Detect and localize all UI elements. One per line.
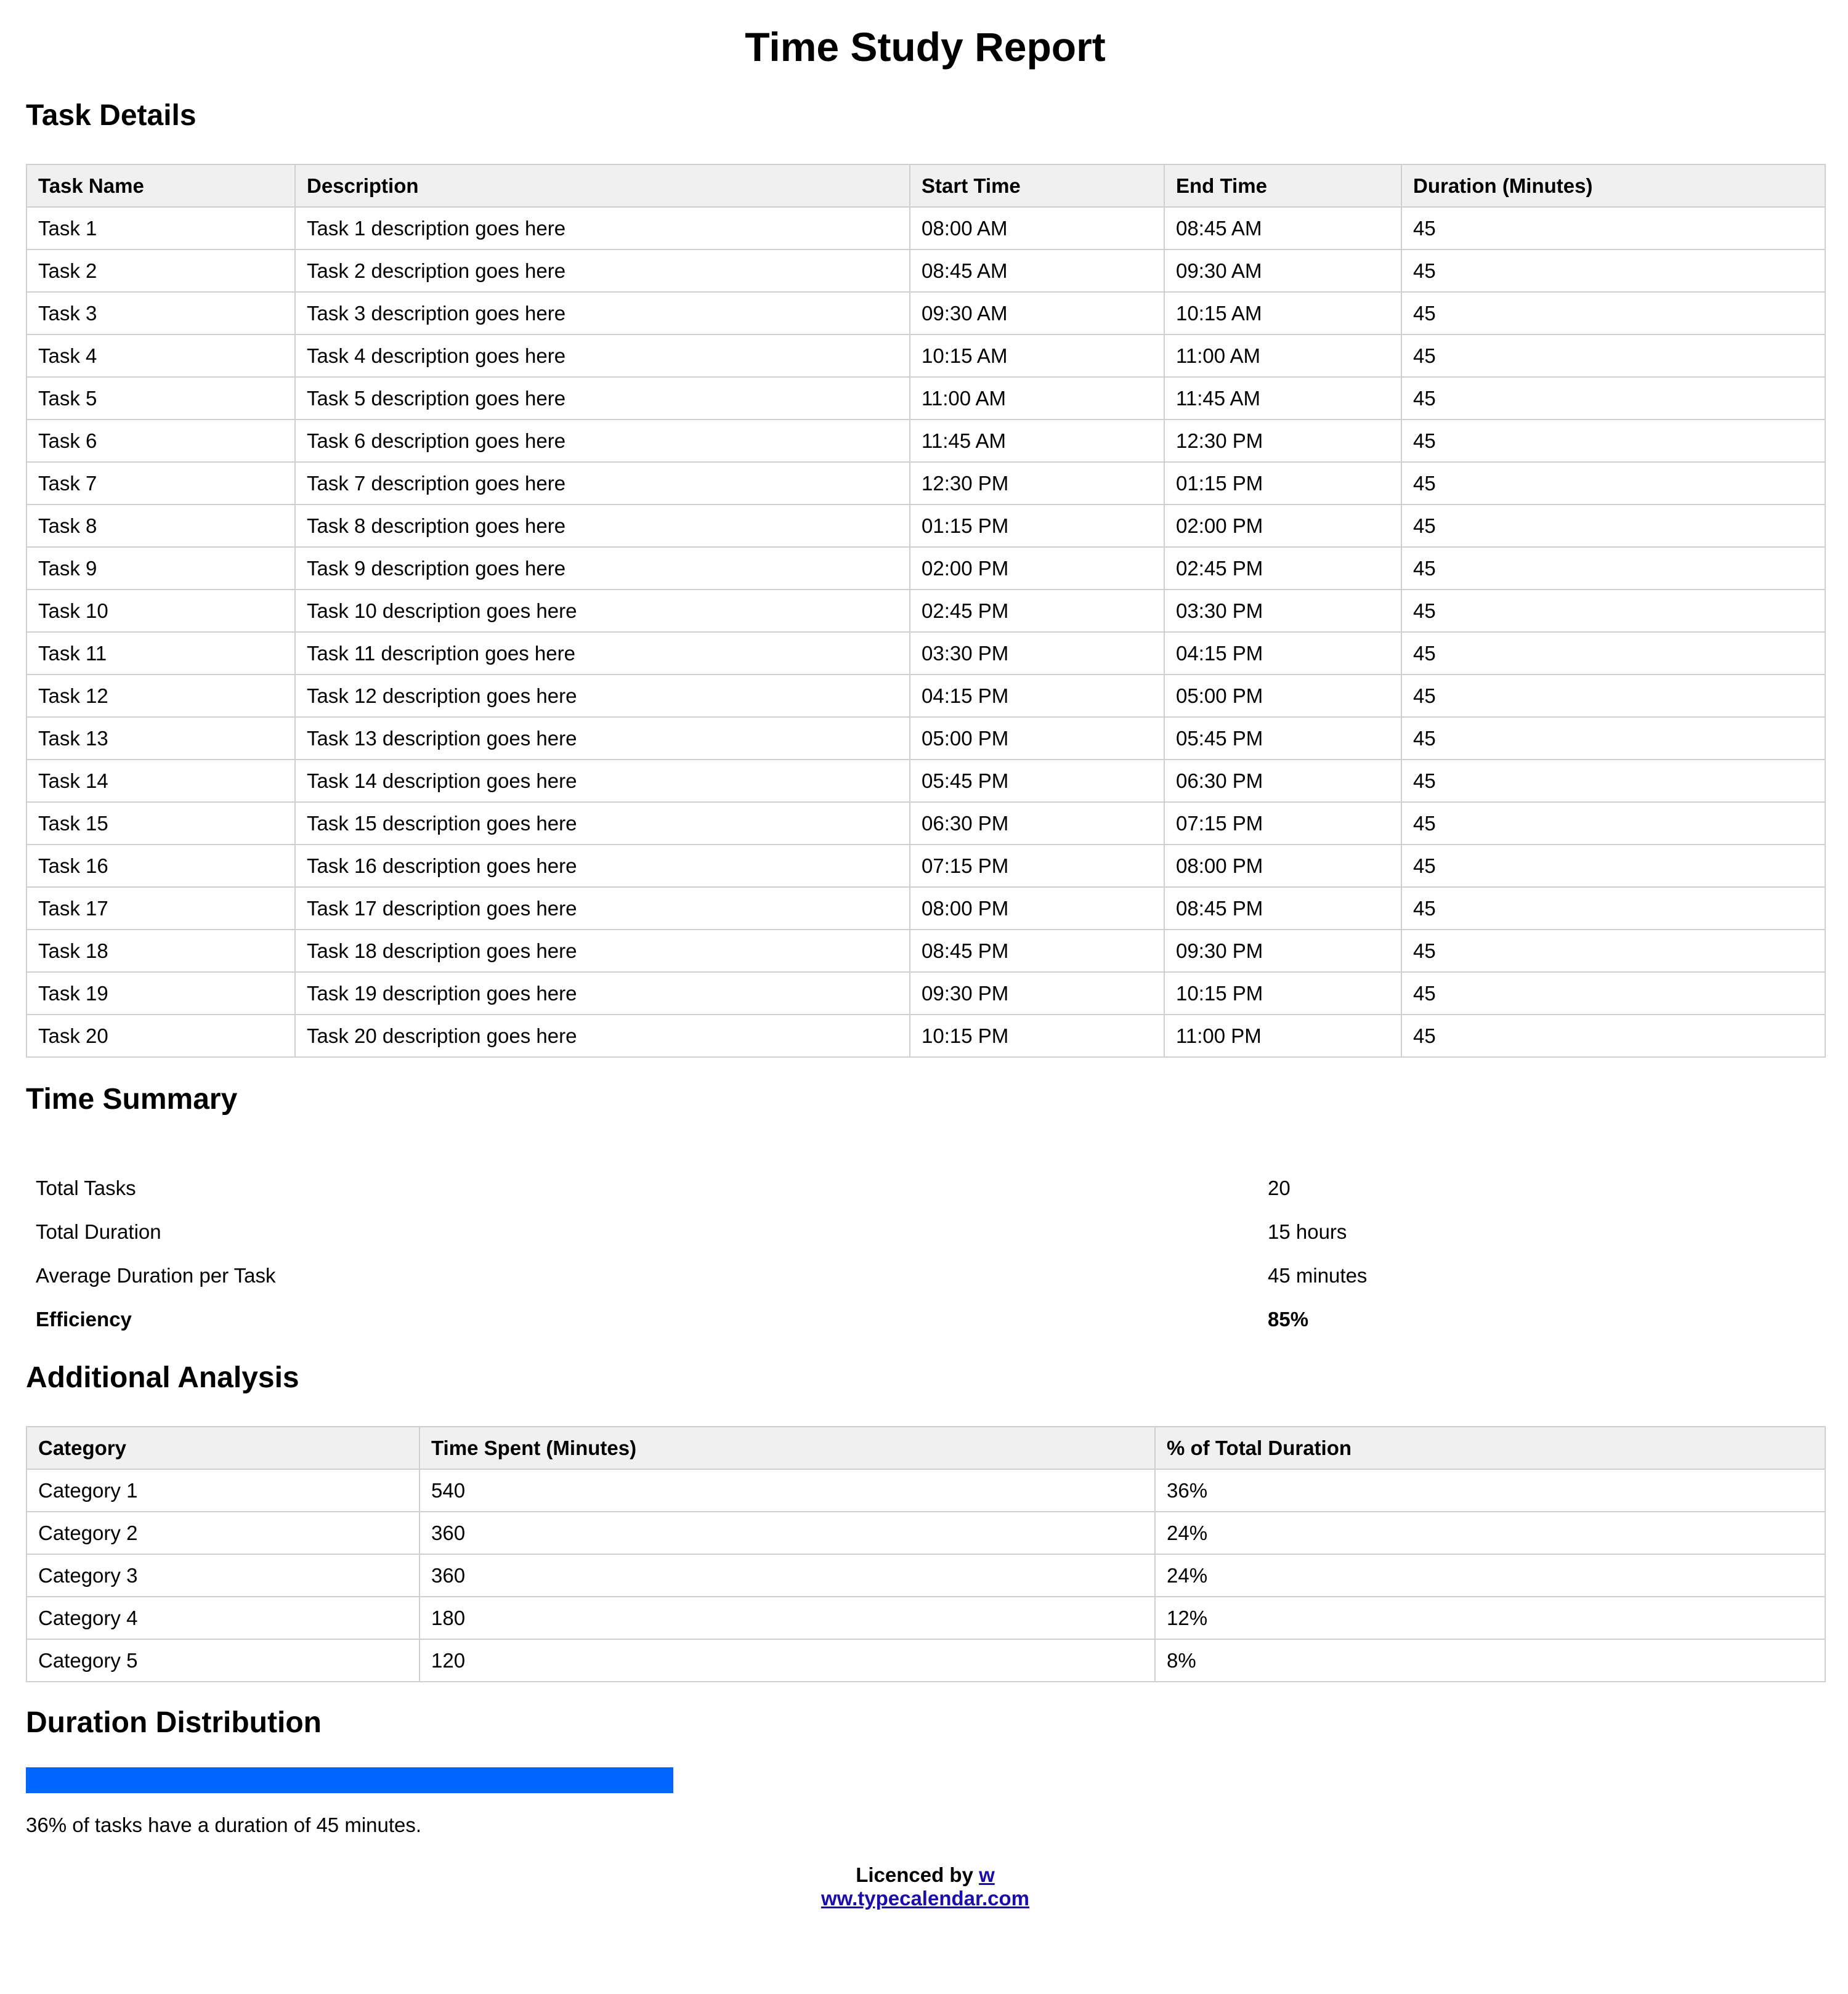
table-cell: 02:45 PM	[910, 590, 1164, 632]
table-cell: 09:30 AM	[1164, 249, 1401, 292]
table-cell: Task 17 description goes here	[295, 887, 910, 930]
additional-analysis-heading: Additional Analysis	[26, 1361, 299, 1394]
summary-value: 20	[1268, 1176, 1291, 1199]
table-cell: Task 11	[26, 632, 295, 675]
table-cell: 10:15 PM	[910, 1015, 1164, 1057]
table-row	[26, 802, 1825, 845]
table-cell: Task 8	[26, 505, 295, 547]
table-cell: Task 12	[26, 675, 295, 717]
table-cell: 24%	[1155, 1554, 1825, 1597]
table-cell: Task 12 description goes here	[295, 675, 910, 717]
table-cell: 360	[419, 1554, 1155, 1597]
table-cell: 45	[1401, 462, 1825, 505]
table-cell: 11:45 AM	[1164, 377, 1401, 419]
table-cell: Category 5	[26, 1639, 419, 1682]
column-header: Duration (Minutes)	[1401, 164, 1825, 207]
table-cell: 45	[1401, 717, 1825, 760]
table-cell: 08:45 AM	[910, 249, 1164, 292]
table-cell: 01:15 PM	[1164, 462, 1401, 505]
table-cell: 45	[1401, 419, 1825, 462]
table-cell: 04:15 PM	[1164, 632, 1401, 675]
table-cell: 45	[1401, 1015, 1825, 1057]
table-row	[26, 1554, 1825, 1597]
time-summary-table	[26, 1166, 1825, 1341]
table-cell: 08:00 PM	[1164, 845, 1401, 887]
table-cell: 45	[1401, 972, 1825, 1015]
table-cell: Task 7	[26, 462, 295, 505]
table-row	[26, 207, 1825, 249]
table-cell: Task 9	[26, 547, 295, 590]
table-cell: 09:30 PM	[910, 972, 1164, 1015]
table-cell: 03:30 PM	[910, 632, 1164, 675]
table-cell: 36%	[1155, 1469, 1825, 1512]
table-cell: Task 3	[26, 292, 295, 334]
table-cell: 24%	[1155, 1512, 1825, 1554]
table-cell: 10:15 AM	[910, 334, 1164, 377]
table-cell: Task 4 description goes here	[295, 334, 910, 377]
time-summary-heading: Time Summary	[26, 1083, 238, 1116]
task-details-heading: Task Details	[26, 99, 197, 132]
table-cell: Task 13	[26, 717, 295, 760]
category-analysis-table	[26, 1426, 1826, 1682]
table-row	[26, 1512, 1825, 1554]
table-row	[26, 1597, 1825, 1639]
table-cell: 360	[419, 1512, 1155, 1554]
table-cell: 45	[1401, 845, 1825, 887]
table-cell: Task 8 description goes here	[295, 505, 910, 547]
table-cell: Task 19 description goes here	[295, 972, 910, 1015]
table-row	[26, 462, 1825, 505]
table-cell: 07:15 PM	[910, 845, 1164, 887]
table-cell: Task 15	[26, 802, 295, 845]
task-table-header-row	[26, 164, 1825, 207]
summary-value: 15 hours	[1268, 1220, 1347, 1243]
table-cell: 03:30 PM	[1164, 590, 1401, 632]
table-cell: Task 1	[26, 207, 295, 249]
table-cell: 12%	[1155, 1597, 1825, 1639]
table-cell: 04:15 PM	[910, 675, 1164, 717]
task-table-body	[26, 207, 1825, 1057]
table-row	[26, 1469, 1825, 1512]
column-header: % of Total Duration	[1155, 1427, 1825, 1469]
table-cell: Task 5 description goes here	[295, 377, 910, 419]
task-details-table	[26, 164, 1826, 1058]
table-cell: 08:00 AM	[910, 207, 1164, 249]
table-cell: 11:45 AM	[910, 419, 1164, 462]
table-cell: Task 18 description goes here	[295, 930, 910, 972]
table-row	[26, 505, 1825, 547]
table-cell: 02:00 PM	[1164, 505, 1401, 547]
table-cell: 05:00 PM	[910, 717, 1164, 760]
table-row	[26, 972, 1825, 1015]
table-row	[26, 1015, 1825, 1057]
table-cell: Task 15 description goes here	[295, 802, 910, 845]
table-cell: 02:00 PM	[910, 547, 1164, 590]
table-cell: Task 20 description goes here	[295, 1015, 910, 1057]
table-row	[26, 887, 1825, 930]
table-cell: 45	[1401, 377, 1825, 419]
summary-row	[26, 1254, 1825, 1297]
table-cell: Task 11 description goes here	[295, 632, 910, 675]
table-cell: Task 14	[26, 760, 295, 802]
table-row	[26, 590, 1825, 632]
table-cell: 12:30 PM	[1164, 419, 1401, 462]
table-cell: 45	[1401, 590, 1825, 632]
table-cell: 08:45 PM	[910, 930, 1164, 972]
column-header: Description	[295, 164, 910, 207]
table-cell: 09:30 AM	[910, 292, 1164, 334]
table-cell: 45	[1401, 505, 1825, 547]
table-cell: Task 4	[26, 334, 295, 377]
license-link-part2: ww.typecalendar.com	[821, 1887, 1030, 1910]
table-cell: Task 14 description goes here	[295, 760, 910, 802]
table-cell: 02:45 PM	[1164, 547, 1401, 590]
table-cell: Task 6	[26, 419, 295, 462]
table-cell: 180	[419, 1597, 1155, 1639]
table-cell: Category 1	[26, 1469, 419, 1512]
column-header: Time Spent (Minutes)	[419, 1427, 1155, 1469]
table-cell: 06:30 PM	[910, 802, 1164, 845]
table-cell: 45	[1401, 632, 1825, 675]
table-cell: 45	[1401, 292, 1825, 334]
duration-progress-fill	[26, 1767, 673, 1793]
table-row	[26, 675, 1825, 717]
summary-row	[26, 1297, 1825, 1341]
page-title: Time Study Report	[745, 24, 1106, 70]
summary-row	[26, 1210, 1825, 1254]
table-cell: Task 16	[26, 845, 295, 887]
table-cell: 11:00 PM	[1164, 1015, 1401, 1057]
report-page	[26, 0, 1825, 1910]
table-row	[26, 845, 1825, 887]
table-cell: 8%	[1155, 1639, 1825, 1682]
table-row	[26, 547, 1825, 590]
table-cell: 45	[1401, 675, 1825, 717]
table-cell: 45	[1401, 547, 1825, 590]
table-cell: 45	[1401, 760, 1825, 802]
table-cell: Category 3	[26, 1554, 419, 1597]
table-cell: Task 19	[26, 972, 295, 1015]
table-cell: Task 2 description goes here	[295, 249, 910, 292]
analysis-table-header-row	[26, 1427, 1825, 1469]
column-header: Task Name	[26, 164, 295, 207]
summary-label: Total Duration	[36, 1220, 161, 1243]
table-row	[26, 632, 1825, 675]
table-cell: 45	[1401, 334, 1825, 377]
table-cell: 45	[1401, 207, 1825, 249]
analysis-table-body	[26, 1469, 1825, 1682]
table-cell: 540	[419, 1469, 1155, 1512]
duration-distribution-heading: Duration Distribution	[26, 1706, 322, 1739]
table-cell: Task 20	[26, 1015, 295, 1057]
table-cell: 10:15 AM	[1164, 292, 1401, 334]
summary-value: 45 minutes	[1268, 1263, 1368, 1287]
table-cell: Task 7 description goes here	[295, 462, 910, 505]
summary-label: Total Tasks	[36, 1176, 136, 1199]
table-cell: 08:45 AM	[1164, 207, 1401, 249]
distribution-note: 36% of tasks have a duration of 45 minutes.	[26, 1814, 422, 1836]
table-row	[26, 334, 1825, 377]
table-cell: Task 6 description goes here	[295, 419, 910, 462]
table-cell: 05:00 PM	[1164, 675, 1401, 717]
summary-value: 85%	[1268, 1307, 1309, 1331]
table-cell: 09:30 PM	[1164, 930, 1401, 972]
table-cell: 11:00 AM	[910, 377, 1164, 419]
table-cell: 05:45 PM	[1164, 717, 1401, 760]
table-cell: Task 10 description goes here	[295, 590, 910, 632]
table-cell: 07:15 PM	[1164, 802, 1401, 845]
column-header: Start Time	[910, 164, 1164, 207]
license-link-part1: w	[979, 1863, 995, 1886]
table-cell: 120	[419, 1639, 1155, 1682]
table-cell: Task 3 description goes here	[295, 292, 910, 334]
license-prefix: Licenced by	[856, 1863, 979, 1886]
summary-table-body	[26, 1166, 1825, 1341]
duration-progress-bar	[26, 1767, 1825, 1793]
table-cell: Category 2	[26, 1512, 419, 1554]
table-row	[26, 717, 1825, 760]
table-row	[26, 760, 1825, 802]
table-cell: Task 1 description goes here	[295, 207, 910, 249]
table-cell: 08:00 PM	[910, 887, 1164, 930]
table-cell: 06:30 PM	[1164, 760, 1401, 802]
table-row	[26, 377, 1825, 419]
table-row	[26, 419, 1825, 462]
table-cell: Task 5	[26, 377, 295, 419]
table-cell: 11:00 AM	[1164, 334, 1401, 377]
table-cell: 45	[1401, 249, 1825, 292]
summary-label: Average Duration per Task	[36, 1263, 276, 1287]
table-row	[26, 292, 1825, 334]
table-cell: 12:30 PM	[910, 462, 1164, 505]
table-row	[26, 930, 1825, 972]
table-cell: 05:45 PM	[910, 760, 1164, 802]
table-row	[26, 249, 1825, 292]
table-cell: Task 2	[26, 249, 295, 292]
column-header: End Time	[1164, 164, 1401, 207]
table-cell: Category 4	[26, 1597, 419, 1639]
table-cell: 45	[1401, 930, 1825, 972]
table-cell: Task 13 description goes here	[295, 717, 910, 760]
summary-row	[26, 1166, 1825, 1210]
license-footer	[26, 1863, 1825, 1910]
table-cell: 08:45 PM	[1164, 887, 1401, 930]
table-cell: Task 16 description goes here	[295, 845, 910, 887]
column-header: Category	[26, 1427, 419, 1469]
table-cell: Task 10	[26, 590, 295, 632]
table-cell: 01:15 PM	[910, 505, 1164, 547]
table-row	[26, 1639, 1825, 1682]
table-cell: 10:15 PM	[1164, 972, 1401, 1015]
table-cell: 45	[1401, 887, 1825, 930]
table-cell: Task 9 description goes here	[295, 547, 910, 590]
table-cell: 45	[1401, 802, 1825, 845]
table-cell: Task 18	[26, 930, 295, 972]
table-cell: Task 17	[26, 887, 295, 930]
summary-label: Efficiency	[36, 1307, 132, 1331]
